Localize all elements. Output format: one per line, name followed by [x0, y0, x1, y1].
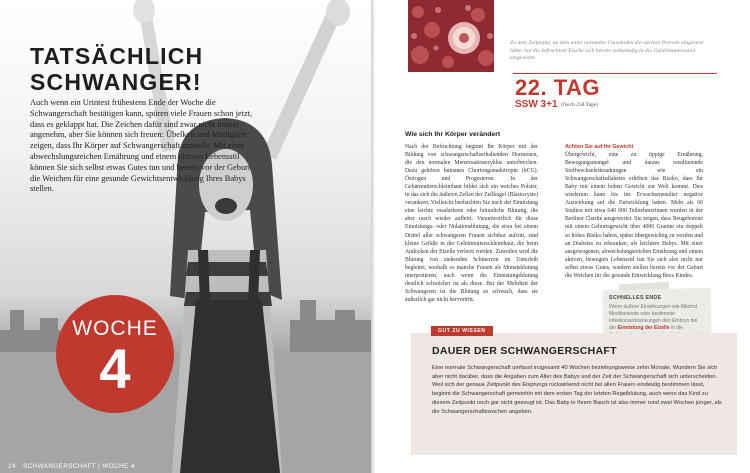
- note-text-end: in die: [670, 324, 683, 331]
- day-title: 22. TAG: [515, 75, 601, 100]
- section-heading: Wie sich Ihr Körper verändert: [405, 131, 501, 138]
- column-2-text: Übergewicht, eine zu üppige Ernährung, Bewegungsmangel und daraus resultierende Stoffwechselerkrankungen wie ein Schwangerschaftsdiabetes erhöhen das Risiko, dass Ihr Baby mit einem hohen Gewicht zur Welt kommt. Dies wiederum kann bis ins Erwachsenenalter negative Auswirkung auf die Entwicklung haben. Mehr als 60 Studien mit etwa 640 000 Teilnehmerinnen wurden in der Berliner Charité ausgewertet. Sie zeigen, dass Neugeborene mit einem Geburtsgewicht über 4000 Gramm ein doppelt so hohes Risiko haben, später übergewichtig zu werden und an Diabetes zu erkranken, als leichtere Babys. Mit einer ausgewogenen, abwechslungsreichen Ernährung und einem aktiven, bewegten Lebensstil tun Sie sich also nicht nur selbst etwas Gutes, sondern stellen bereits vor der Geburt die Weichen für die gesunde Entwicklung Ihres Kindes.: [565, 152, 703, 279]
- embryo-micrograph: [408, 0, 494, 72]
- page-number: 24: [8, 463, 16, 470]
- intro-paragraph: Auch wenn ein Urintest frühestens Ende der Woche die Schwangerschaft bestätigen kann, spüren viele Frauen schon jetzt, dass es geklappt hat. Die Zeichen dafür sind zwar nicht immer angenehm, aber Sie können sich freuen: Übelkeit und Müdigkeit zeigen, dass Ihr Körper auf Schwangerschaft umstellt. Mit einer abwechslungsreichen Ernährung und einem aktiven Lebensstil können Sie sich selbst etwas Gutes tun und bereits vor der Geburt die Weichen für eine gesunde Gewichtsentwicklung Ihres Babys stellen.: [30, 98, 253, 194]
- column-2-heading: Achten Sie auf Ihr Gewicht: [565, 144, 634, 150]
- week-badge-label: WOCHE: [72, 317, 158, 340]
- left-page: [0, 0, 371, 473]
- footer-running-head: SCHWANGERSCHAFT | WOCHE 4: [23, 463, 135, 470]
- week-badge-number: 4: [99, 337, 131, 400]
- day-heading-rule: [513, 73, 717, 74]
- week-badge: [56, 295, 174, 413]
- headline: [30, 43, 203, 95]
- note-highlight: Einnistung der Eizelle: [617, 324, 670, 331]
- body-column-2: [565, 143, 703, 280]
- note-title: SCHNELLES ENDE: [609, 295, 662, 301]
- pregnancy-week-label: SSW 3+1: [515, 99, 558, 110]
- headline-line-2: SCHWANGER!: [30, 69, 202, 95]
- note-text-start: Wenn äußere Einwirkungen wie Alkohol, Medikamente oder bestimmte Infektionserkrankungen den Embryo bei der: [609, 304, 699, 331]
- info-box-label: GUT ZU WISSEN: [431, 326, 493, 336]
- headline-line-1: TATSÄCHLICH: [30, 43, 204, 69]
- micrograph-caption: Zu dem Zeitpunkt, an dem unter normalen Umständen die nächste Periode eingesetzt hätte, hat die befruchtete Eizelle sich bereits vollständig in die Gebärmutterwand eingenistet.: [510, 40, 704, 62]
- page-footer: [8, 463, 135, 470]
- body-column-1: Nach der Befruchtung beginnt Ihr Körper mit der Bildung von schwangerschaftserhaltenden Hormonen, die den normalen Menstruationszyklus unterbrechen. Dazu gehören humanes Choriongonadotropin (hCG), Östrogen und Progesteron. In der Gebärmutterschleimhaut bildet sich ein weiches Polster, in das sich die äußeren Zellen der Zellkugel (Blastozyste) verankern. Vielleicht beobachten Sie nach der Einnistung eine leichte rosafarbene oder bräunliche Blutung, die aber rasch wieder aufhört. Verantwortlich für diese Einnistungs- oder Nidationsblutung, die etwa bei einem Drittel aller schwangeren Frauen sichtbar auftritt, sind kleine Gefäße in der Gebärmutterschleimhaut, die beim Andocken der Eizelle verletzt werden. Zuweilen wird die Blutung von ziehenden Schmerzen im Unterleib begleitet, weshalb so manche Frauen als Monatsblutung interpretieren, auch wenn die Einnistungsblutung deutlich schwächer ist als diese. Bei der Mehrheit der Schwangeren ist die Blutung so schwach, dass sie äußerlich gar nicht hervortritt.: [405, 144, 538, 303]
- remaining-days: (Noch 258 Tage): [561, 102, 599, 108]
- right-page: [375, 0, 750, 473]
- info-box-text: Eine normale Schwangerschaft umfasst insgesamt 40 Wochen beziehungsweise zehn Monate. Wundern Sie sich aber nicht darüber, dass die Angaben zum Alter des Babys und der Zeit der Schwangerschaft sich unterscheiden. Weil sich der genaue Zeitpunkt des Eisprungs rückwirkend nicht bei allen Frauen eindeutig bestimmen lässt, beginnt die Schwangerschaft gemeinhin mit dem ersten Tag der letzten Regelblutung, auch wenn das Kind zu diesem Zeitpunkt noch gar nicht gezeugt ist. Das Baby in Ihrem Bauch ist also immer rund zwei Wochen jünger, als die Schwangerschaftswochen angeben.: [432, 365, 722, 415]
- info-box-title: DAUER DER SCHWANGERSCHAFT: [432, 345, 617, 357]
